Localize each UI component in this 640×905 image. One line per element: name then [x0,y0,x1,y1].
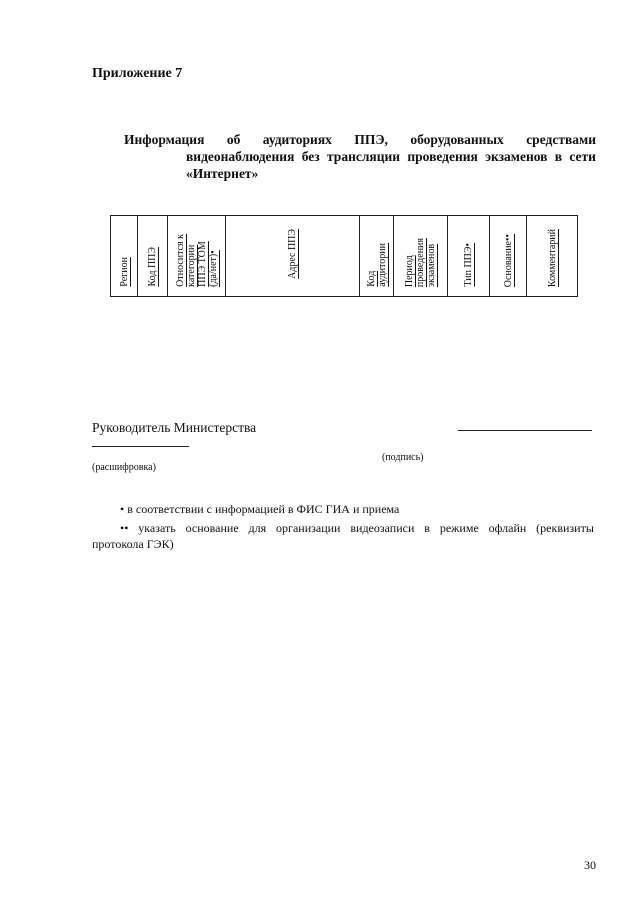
footnote-word: режиме [439,521,479,535]
footnote-word: офлайн [488,521,527,535]
header-label: Код аудитории [365,243,388,287]
title-line-3: «Интернет» [186,166,259,181]
footnote-word: для [248,521,267,535]
footnote-2-line-1 [92,520,594,536]
title-word: Информация [124,132,205,147]
header-cell-ppe-code [138,216,168,297]
name-line [92,446,189,447]
title-word: об [226,132,241,147]
header-cell-basis [490,216,527,297]
title-word: проведения [407,149,478,164]
header-cell-ppe-address [226,216,360,297]
header-label: Относится к категории ППЭ ТОМ (да/нет)• [174,234,219,287]
signature-caption: (подпись) [382,452,424,463]
footnote-word: (реквизиты [536,521,594,535]
title-word: аудиториях [262,132,332,147]
title-word: оборудованных [410,132,504,147]
header-cell-exam-period [394,216,448,297]
classrooms-table [110,215,578,297]
title-word: экзаменов [485,149,548,164]
header-cell-tom-category [168,216,226,297]
title-word: ППЭ, [354,132,388,147]
footnote-word: организации [276,521,341,535]
header-cell-comment [527,216,578,297]
header-label: Тип ППЭ• [463,243,474,287]
page-number: 30 [584,858,596,872]
footnote-word: основание [185,521,239,535]
header-label: Адрес ППЭ [287,228,298,279]
header-label: Период проведения экзаменов [404,237,437,287]
signature-line [458,430,592,431]
footnote-word: в [424,521,430,535]
appendix-heading: Приложение 7 [92,66,183,81]
header-label: Регион [118,257,130,287]
signature-label: Руководитель Министерства [92,420,257,435]
title-word: в [554,149,563,164]
header-cell-room-code [360,216,394,297]
name-caption: (расшифровка) [92,462,156,473]
table-header-row [111,216,578,297]
document-title [124,131,596,182]
title-word: трансляции [327,149,401,164]
title-word: видеонаблюдения [186,149,295,164]
footnote-word: указать [138,521,176,535]
title-word: без [301,149,320,164]
title-word: сети [569,149,596,164]
header-label: Комментарий [546,228,558,287]
footnote-2-line-2: протокола ГЭК) [92,537,174,551]
footnote-2 [92,520,594,552]
footnote-1: • в соответствии с информацией в ФИС ГИА и приема [120,502,400,516]
header-cell-region [111,216,138,297]
header-cell-ppe-type [448,216,490,297]
title-line-2 [124,148,596,165]
header-label: Код ППЭ [147,247,158,287]
footnote-word: видеозаписи [350,521,415,535]
footnote-word: •• [120,521,129,535]
header-label: Основание•• [502,233,514,287]
title-word: средствами [526,132,596,147]
title-line-1 [124,131,596,148]
